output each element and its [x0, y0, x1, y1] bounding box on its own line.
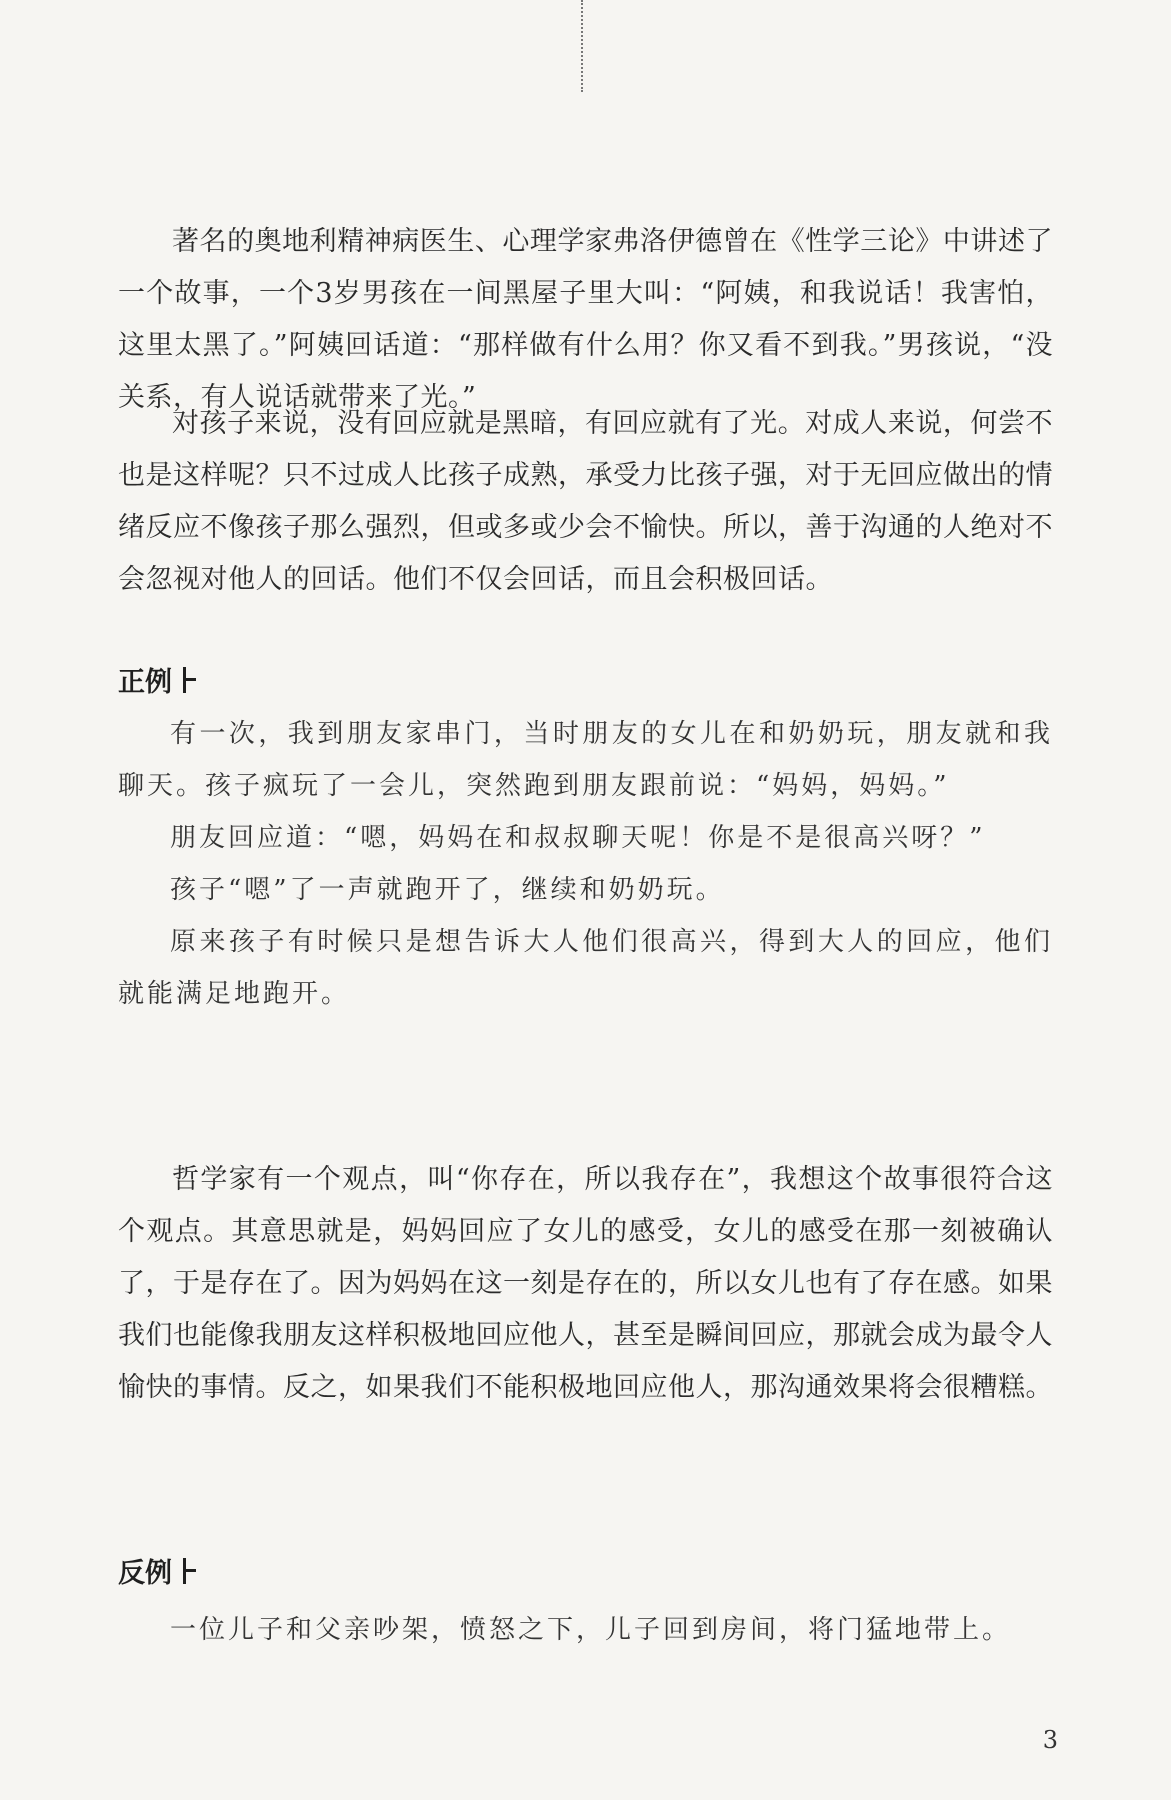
negative-example-heading: [118, 1551, 196, 1590]
positive-example-line-3: 孩子“嗯”了一声就跑开了，继续和奶奶玩。: [170, 875, 725, 905]
reflection-paragraph: 对孩子来说，没有回应就是黑暗，有回应就有了光。对成人来说，何尝不也是这样呢？只不过成人比孩子成熟，承受力比孩子强，对于无回应做出的情绪反应不像孩子那么强烈，但或多或少会不愉快。所以，善于沟通的人绝对不会忽视对他人的回话。他们不仅会回话，而且会积极回话。: [118, 408, 1053, 595]
positive-example-heading: [118, 660, 196, 699]
negative-example-heading-label: 反例: [118, 1558, 172, 1589]
positive-example-line-2: 朋友回应道：“嗯，妈妈在和叔叔聊天呢！你是不是很高兴呀？”: [170, 823, 986, 853]
negative-example-line-1: 一位儿子和父亲吵架，愤怒之下，儿子回到房间，将门猛地带上。: [170, 1615, 1012, 1645]
positive-example-heading-label: 正例: [118, 667, 172, 698]
intro-paragraph: 著名的奥地利精神病医生、心理学家弗洛伊德曾在《性学三论》中讲述了一个故事，一个3岁男孩在一间黑屋子里大叫：“阿姨，和我说话！我害怕，这里太黑了。”阿姨回话道：“那样做有什么用？你又看不到我。”男孩说，“没关系，有人说话就带来了光。”: [118, 226, 1053, 413]
heading-marker-icon: [180, 667, 196, 693]
positive-example-line-1: 有一次，我到朋友家串门，当时朋友的女儿在和奶奶玩，朋友就和我聊天。孩子疯玩了一会儿，突然跑到朋友跟前说：“妈妈，妈妈。”: [118, 719, 1053, 801]
philosophy-paragraph: 哲学家有一个观点，叫“你存在，所以我存在”，我想这个故事很符合这个观点。其意思就是，妈妈回应了女儿的感受，女儿的感受在那一刻被确认了，于是存在了。因为妈妈在这一刻是存在的，所以女儿也有了存在感。如果我们也能像我朋友这样积极地回应他人，甚至是瞬间回应，那就会成为最令人愉快的事情。反之，如果我们不能积极地回应他人，那沟通效果将会很糟糕。: [118, 1164, 1053, 1403]
positive-example-line-4: 原来孩子有时候只是想告诉大人他们很高兴，得到大人的回应，他们就能满足地跑开。: [118, 927, 1053, 1009]
page-number: 3: [1042, 1726, 1058, 1754]
heading-marker-icon: [180, 1558, 196, 1584]
top-dotted-rule: [581, 0, 583, 92]
